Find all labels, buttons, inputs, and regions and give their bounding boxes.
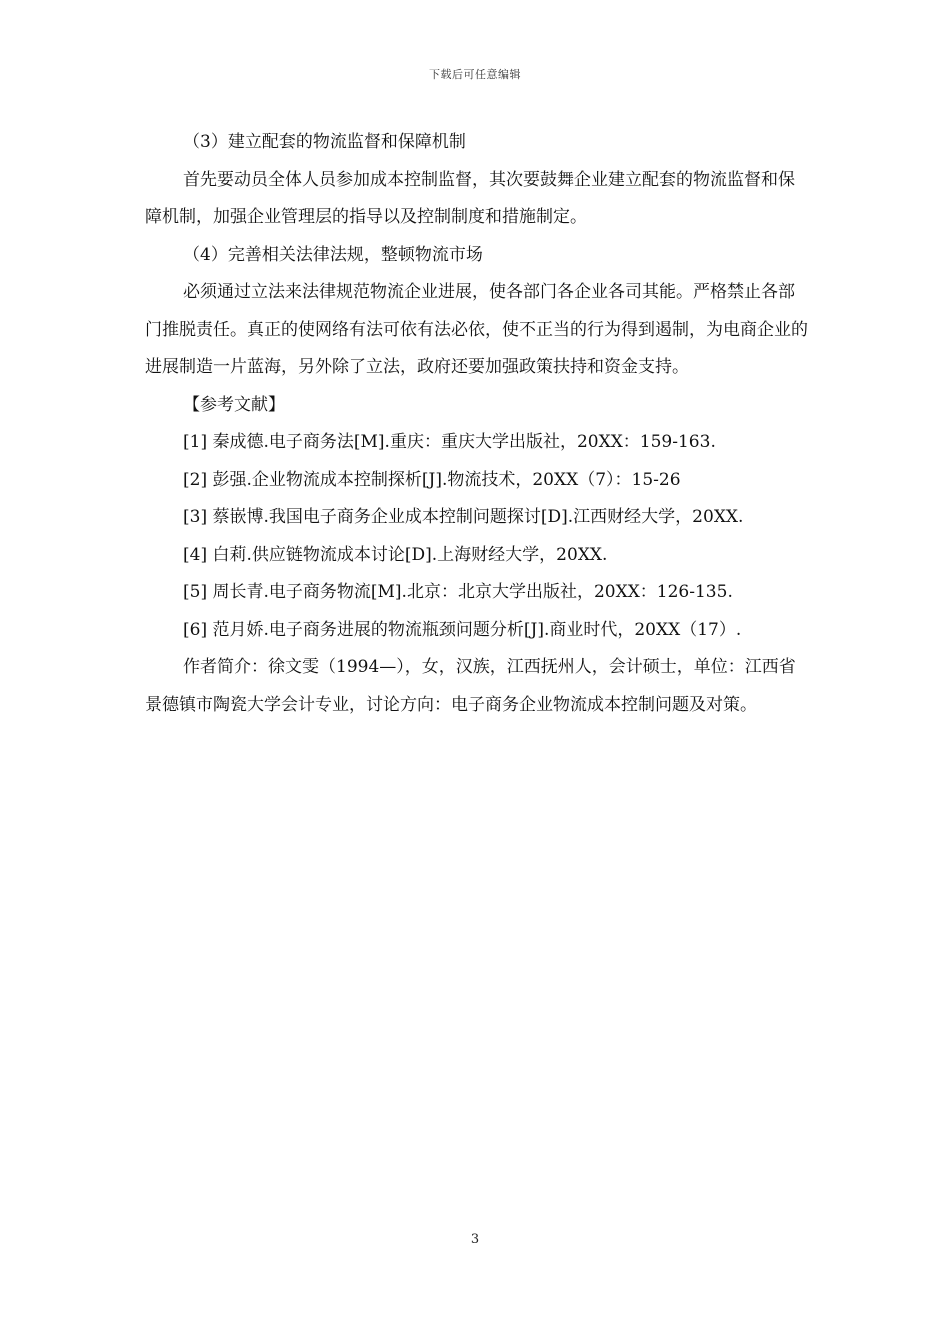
author-bio: 作者简介：徐文雯（1994—），女，汉族，江西抚州人，会计硕士，单位：江西省景德镇市陶瓷大学会计专业，讨论方向：电子商务企业物流成本控制问题及对策。	[145, 657, 796, 715]
reference-item: [3] 蔡嵌博.我国电子商务企业成本控制问题探讨[D].江西财经大学，20XX.	[183, 507, 744, 527]
reference-item: [6] 范月娇.电子商务进展的物流瓶颈问题分析[J].商业时代，20XX（17）.	[183, 619, 742, 640]
section-3-paragraph: 首先要动员全体人员参加成本控制监督，其次要鼓舞企业建立配套的物流监督和保障机制，加强企业管理层的指导以及控制制度和措施制定。	[145, 169, 795, 227]
reference-item: [4] 白莉.供应链物流成本讨论[D].上海财经大学，20XX.	[183, 544, 608, 565]
references-heading: 【参考文献】	[183, 394, 285, 415]
reference-item: [5] 周长青.电子商务物流[M].北京：北京大学出版社，20XX：126-135.	[183, 582, 733, 602]
section-4-heading: （4）完善相关法律法规，整顿物流市场	[183, 244, 483, 265]
section-3-heading: （3）建立配套的物流监督和保障机制	[183, 132, 466, 152]
section-4-paragraph: 必须通过立法来法律规范物流企业进展，使各部门各企业各司其能。严格禁止各部门推脱责任。真正的使网络有法可依有法必依，使不正当的行为得到遏制，为电商企业的进展制造一片蓝海，另外除了立法，政府还要加强政策扶持和资金支持。	[145, 282, 808, 377]
header-note: 下载后可任意编辑	[429, 68, 521, 81]
page-number: 3	[470, 1232, 480, 1247]
reference-item: [1] 秦成德.电子商务法[M].重庆：重庆大学出版社，20XX：159-163.	[183, 432, 716, 452]
reference-item: [2] 彭强.企业物流成本控制探析[J].物流技术，20XX（7）：15-26	[183, 469, 681, 490]
document-body	[145, 124, 810, 724]
